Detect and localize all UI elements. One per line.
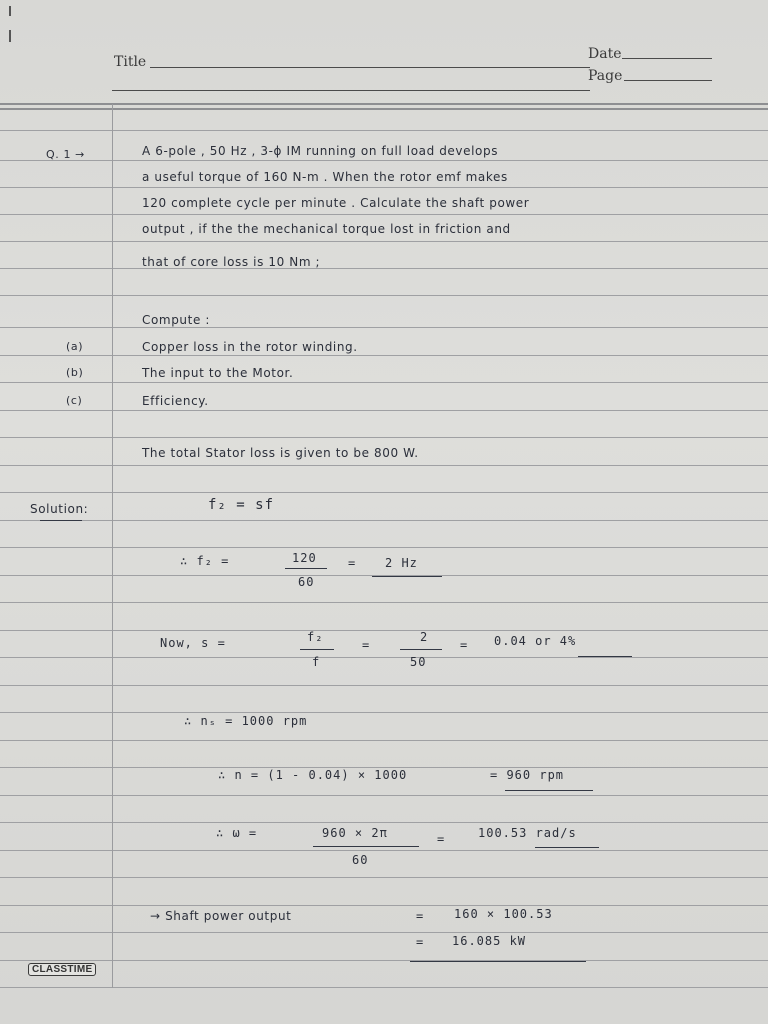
ruled-line — [0, 657, 768, 658]
ruled-line — [0, 382, 768, 383]
question-line: that of core loss is 10 Nm ; — [142, 255, 321, 269]
punch-mark — [9, 30, 11, 42]
question-number: Q. 1 → — [46, 148, 85, 161]
equals-sign: = — [362, 638, 371, 652]
equals-sign: = — [416, 909, 425, 923]
ruled-line — [0, 214, 768, 215]
ruled-line — [0, 630, 768, 631]
equals-sign: = — [348, 556, 357, 570]
ruled-line — [0, 877, 768, 878]
result-underline — [578, 656, 632, 657]
ruled-line — [0, 822, 768, 823]
slip-denominator-2: 50 — [410, 655, 427, 669]
date-rule — [622, 58, 712, 59]
ruled-line — [0, 410, 768, 411]
omega-lhs: ∴ ω = — [216, 826, 258, 840]
f2-denominator: 60 — [298, 575, 315, 589]
f2-result: 2 Hz — [385, 556, 418, 570]
f2-lhs: ∴ f₂ = — [180, 554, 230, 568]
omega-denominator: 60 — [352, 853, 369, 867]
part-label: (a) — [66, 340, 84, 353]
part-label: (b) — [66, 366, 84, 379]
slip-denominator-1: f — [312, 655, 321, 669]
equals-sign: = — [460, 638, 469, 652]
ruled-line — [0, 355, 768, 356]
ruled-line — [0, 960, 768, 961]
solution-underline — [40, 520, 82, 521]
ruled-line — [0, 932, 768, 933]
fraction-bar — [313, 846, 419, 847]
ruled-line — [0, 685, 768, 686]
ruled-line — [0, 905, 768, 906]
slip-numerator-1: f₂ — [307, 630, 324, 644]
compute-label: Compute : — [142, 313, 210, 327]
result-underline — [372, 576, 442, 577]
ruled-line — [0, 437, 768, 438]
ruled-line — [0, 160, 768, 161]
ruled-line — [0, 465, 768, 466]
shaft-power-result: 16.085 kW — [452, 934, 527, 948]
question-line: a useful torque of 160 N-m . When the rotor emf makes — [142, 170, 508, 184]
ruled-line — [0, 108, 768, 110]
part-text: Copper loss in the rotor winding. — [142, 340, 358, 354]
ruled-line — [0, 547, 768, 548]
slip-lhs: Now, s = — [160, 636, 226, 650]
f2-numerator: 120 — [292, 551, 317, 565]
ruled-line — [0, 268, 768, 269]
equals-sign: = — [437, 832, 446, 846]
margin-line — [112, 104, 113, 988]
fraction-bar — [400, 649, 442, 650]
part-text: The input to the Motor. — [142, 366, 294, 380]
punch-mark — [9, 6, 11, 16]
solution-label: Solution: — [30, 502, 89, 516]
question-line: 120 complete cycle per minute . Calculate the shaft power — [142, 196, 530, 210]
ruled-line — [0, 327, 768, 328]
rotor-speed-result: = 960 rpm — [490, 768, 565, 782]
ruled-line — [0, 241, 768, 242]
part-label: (c) — [66, 394, 83, 407]
result-underline — [535, 847, 599, 848]
title-rule-2 — [112, 90, 590, 91]
ruled-line — [0, 492, 768, 493]
shaft-power-expression: 160 × 100.53 — [454, 907, 553, 921]
ruled-line — [0, 520, 768, 521]
shaft-power-label: → Shaft power output — [150, 909, 292, 923]
fraction-bar — [285, 568, 327, 569]
result-underline — [410, 961, 586, 962]
synchronous-speed: ∴ nₛ = 1000 rpm — [184, 714, 308, 728]
ruled-line — [0, 103, 768, 105]
rotor-speed-calc: ∴ n = (1 - 0.04) × 1000 — [218, 768, 408, 782]
page-rule — [624, 80, 712, 81]
ruled-line — [0, 130, 768, 131]
equals-sign: = — [416, 935, 425, 949]
ruled-line — [0, 850, 768, 851]
ruled-line — [0, 795, 768, 796]
omega-result: 100.53 rad/s — [478, 826, 577, 840]
part-text: Efficiency. — [142, 394, 209, 408]
page-label: Page — [588, 68, 623, 84]
question-line: output , if the the mechanical torque lost in friction and — [142, 222, 511, 236]
given-statement: The total Stator loss is given to be 800 W. — [142, 446, 419, 460]
ruled-line — [0, 712, 768, 713]
date-label: Date — [588, 46, 622, 62]
f2-formula: f₂ = sf — [208, 497, 275, 513]
ruled-line — [0, 987, 768, 988]
question-line: A 6-pole , 50 Hz , 3-ϕ IM running on full load develops — [142, 144, 499, 158]
notebook-brand-logo: CLASSTIME — [28, 963, 96, 976]
slip-result: 0.04 or 4% — [494, 634, 577, 648]
omega-numerator: 960 × 2π — [322, 826, 388, 840]
ruled-line — [0, 740, 768, 741]
title-label: Title — [114, 54, 147, 70]
title-rule — [150, 67, 590, 68]
result-underline — [505, 790, 593, 791]
ruled-line — [0, 295, 768, 296]
slip-numerator-2: 2 — [420, 630, 429, 644]
ruled-line — [0, 187, 768, 188]
fraction-bar — [300, 649, 334, 650]
ruled-line — [0, 602, 768, 603]
